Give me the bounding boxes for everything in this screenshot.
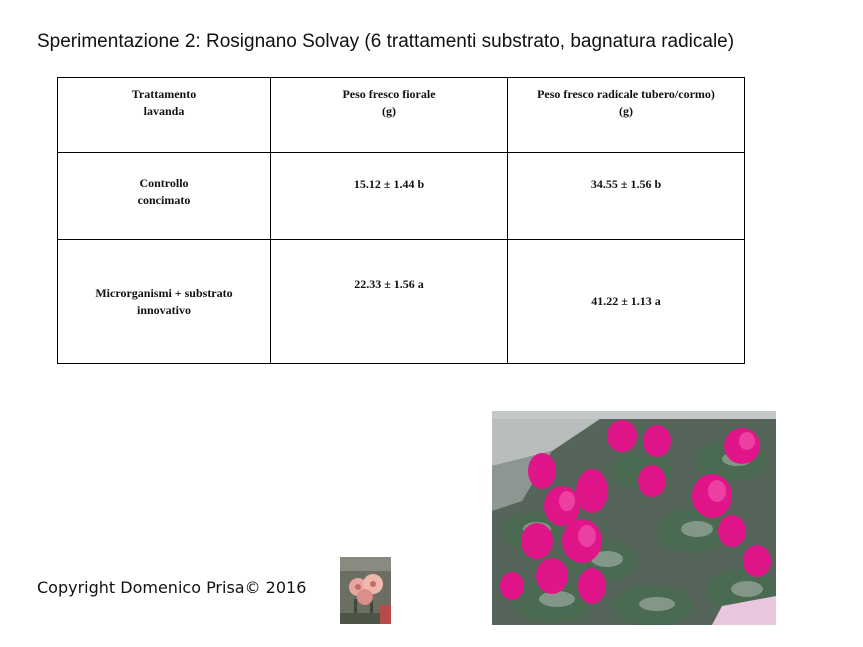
- header-root-line1: Peso fresco radicale tubero/cormo): [537, 87, 715, 101]
- header-root-weight: [508, 78, 745, 153]
- table-row: [58, 240, 745, 364]
- floral-weight-cell: 15.12 ± 1.44 b: [271, 153, 508, 240]
- root-weight-cell: 34.55 ± 1.56 b: [508, 153, 745, 240]
- treatment-cell: [58, 153, 271, 240]
- treatment-line1: Controllo: [139, 176, 189, 190]
- copyright-text: Copyright Domenico Prisa© 2016: [37, 578, 307, 597]
- header-floral-weight: [271, 78, 508, 153]
- table-header-row: [58, 78, 745, 153]
- treatment-line2: concimato: [137, 193, 191, 207]
- table-row: [58, 153, 745, 240]
- results-table: [57, 77, 745, 364]
- treatment-cell: [58, 240, 271, 364]
- treatment-line1: Microrganismi + substrato: [95, 285, 233, 300]
- cyclamen-plants-photo: [492, 411, 776, 625]
- treatment-line2: innovativo: [136, 302, 191, 317]
- header-root-line2: (g): [619, 104, 633, 118]
- header-treatment-line1: Trattamento: [131, 87, 197, 101]
- header-treatment: [58, 78, 271, 153]
- floral-weight-cell: 22.33 ± 1.56 a: [271, 240, 508, 364]
- flower-thumbnail-image: [340, 557, 391, 624]
- header-floral-line2: (g): [382, 104, 396, 118]
- slide-title: Sperimentazione 2: Rosignano Solvay (6 trattamenti substrato, bagnatura radicale): [37, 31, 735, 52]
- header-floral-line1: Peso fresco fiorale: [342, 87, 436, 101]
- header-treatment-line2: lavanda: [143, 104, 185, 118]
- root-weight-cell: 41.22 ± 1.13 a: [508, 240, 745, 364]
